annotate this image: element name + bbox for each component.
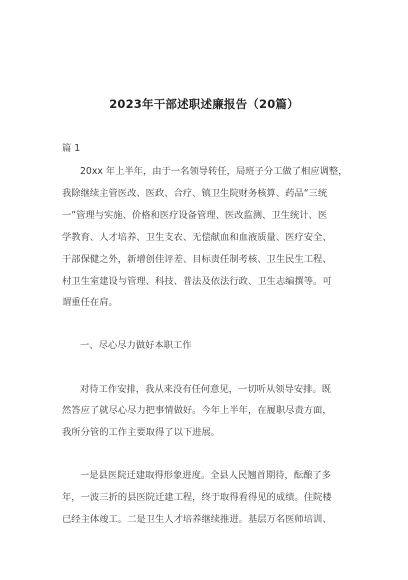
paragraph-line: 20xx 年上半年，由于一名领导转任，局班子分工做了相应调整， <box>80 166 348 177</box>
section-label: 篇 1 <box>62 143 81 154</box>
paragraph-line: 村卫生室建设与管理、科技、普法及依法行政、卫生志编撰等。可 <box>62 276 332 287</box>
paragraph-line: 学教育、人才培养、卫生支农、无偿献血和血液质量、医疗安全、 <box>62 232 332 243</box>
paragraph-line: 然答应了就尽心尽力把事情做好。今年上半年，在履职尽责方面， <box>62 405 332 416</box>
paragraph-line: 一”管理与实施、价格和医疗设备管理、医改监测、卫生统计、医 <box>62 210 328 221</box>
paragraph-line: 年，一波三折的县医院迁建工程，终于取得看得见的成绩。住院楼 <box>62 492 332 503</box>
paragraph-line: 谓重任在肩。 <box>62 297 118 308</box>
paragraph-line: 干部保健之外，新增创佳评差、目标责任制考核、卫生民生工程、 <box>62 254 332 265</box>
paragraph-line: 已经主体竣工。二是卫生人才培养继续推进。基层万名医师培训、 <box>62 514 332 525</box>
document-title: 2023年干部述职述廉报告（20篇） <box>109 97 299 111</box>
paragraph-line: 对待工作安排，我从来没有任何意见，一切听从领导安排。既 <box>80 384 332 395</box>
paragraph-line: 我所分管的工作主要取得了以下进展。 <box>62 427 221 438</box>
section-heading: 一、尽心尽力做好本职工作 <box>80 340 192 351</box>
paragraph-line: 我除继续主管医改、医政、合疗、镇卫生院财务核算、药品“三统 <box>62 188 328 199</box>
paragraph-line: 一是县医院迁建取得形象进度。全县人民翘首期待，酝酿了多 <box>80 470 332 481</box>
